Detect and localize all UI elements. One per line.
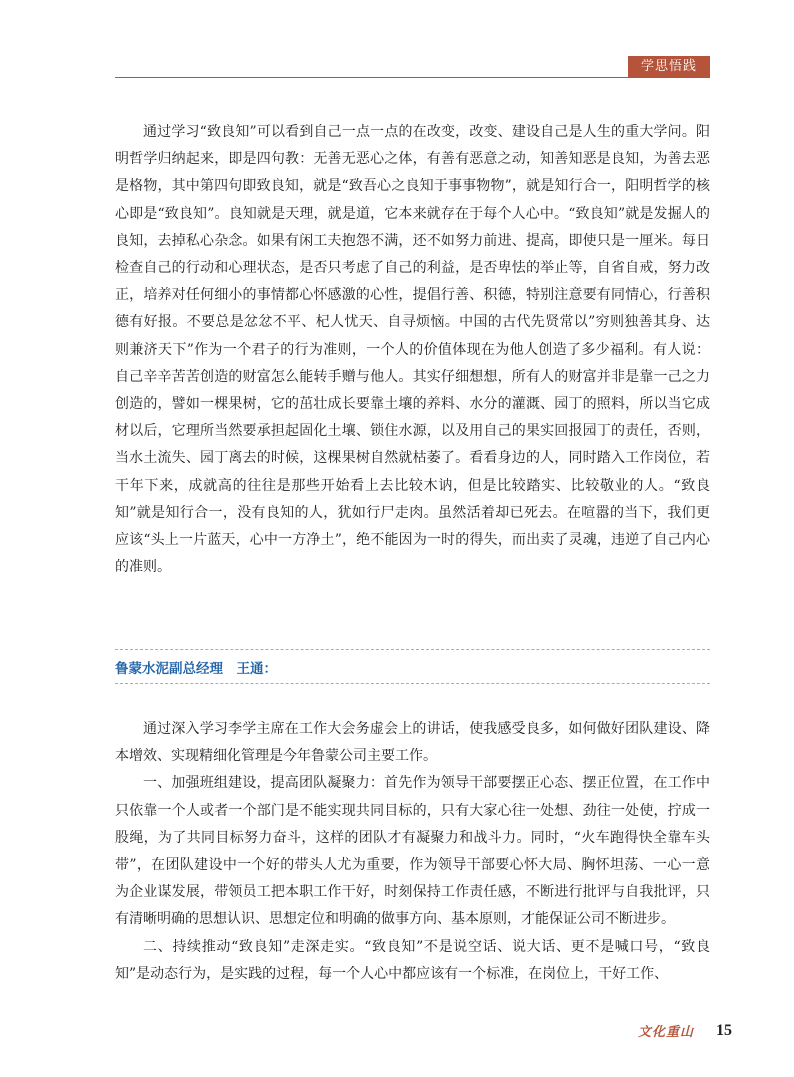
speaker-heading: 鲁蒙水泥副总经理 王通： <box>115 661 277 677</box>
paragraph: 通过深入学习李学主席在工作大会务虚会上的讲话，使我感受良多，如何做好团队建设、降本增效、实现精细化管理是今年鲁蒙公司主要工作。 <box>115 721 710 765</box>
page-number: 15 <box>716 1022 732 1039</box>
magazine-logo: 文化重山 <box>637 1025 694 1040</box>
paragraph: 通过学习“致良知”可以看到自己一点一点的在改变，改变、建设自己是人生的重大学问。阳明哲学归纳起来，即是四句教：无善无恶心之体，有善有恶意之动，知善知恶是良知，为善去恶是格物，其中第四句即致良知，就是“致吾心之良知于事事物物”，就是知行合一，阳明哲学的核心即是“致良知”。良知就是天理，就是道，它本来就存在于每个人心中。“致良知”就是发掘人的良知，去掉私心杂念。如果有闲工夫抱怨不满，还不如努力前进、提高，即使只是一厘米。每日检查自己的行动和心理状态，是否只考虑了自己的利益，是否卑怯的举止等，自省自戒，努力改正，培养对任何细小的事情都心怀感激的心性，提倡行善、积德，特别注意要有同情心，行善积德有好报。不要总是忿忿不平、杞人忧天、自寻烦恼。中国的古代先贤常以”穷则独善其身、达则兼济天下”作为一个君子的行为准则，一个人的价值体现在为他人创造了多少福利。有人说：自己辛辛苦苦创造的财富怎么能转手赠与他人。其实仔细想想，所有人的财富并非是靠一己之力创造的，譬如一棵果树，它的茁壮成长要靠土壤的养料、水分的灌溉、园丁的照料，所以当它成材以后，它理所当然要承担起固化土壤、锁住水源，以及用自己的果实回报园丁的责任，否则，当水土流失、园丁离去的时候，这棵果树自然就枯萎了。看看身边的人，同时踏入工作岗位，若干年下来，成就高的往往是那些开始看上去比较木讷，但是比较踏实、比较敬业的人。“致良知”就是知行合一，没有良知的人，犹如行尸走肉。虽然活着却已死去。在喧嚣的当下，我们更应该“头上一片蓝天，心中一方净土”，绝不能因为一时的得失，而出卖了灵魂，违逆了自己内心的准则。 <box>115 124 710 576</box>
article-body-2 <box>115 716 710 988</box>
article-body-1 <box>115 119 710 581</box>
paragraph: 一、加强班组建设，提高团队凝聚力：首先作为领导干部要摆正心态、摆正位置，在工作中只依靠一个人或者一个部门是不能实现共同目标的，只有大家心往一处想、劲往一处使，拧成一股绳，为了共同目标努力奋斗，这样的团队才有凝聚力和战斗力。同时，“火车跑得快全靠车头带”，在团队建设中一个好的带头人尤为重要，作为领导干部要心怀大局、胸怀坦荡、一心一意为企业谋发展，带领员工把本职工作干好，时刻保持工作责任感，不断进行批评与自我批评，只有清晰明确的思想认识、思想定位和明确的做事方向、基本原则，才能保证公司不断进步。 <box>115 775 710 928</box>
header-rule <box>115 77 710 78</box>
speaker-divider-bottom <box>115 683 710 684</box>
paragraph: 二、持续推动“致良知”走深走实。“致良知”不是说空话、说大话、更不是喊口号，“致良知”是动态行为，是实践的过程，每一个人心中都应该有一个标准，在岗位上，干好工作、 <box>115 938 710 982</box>
speaker-divider-top <box>115 649 710 650</box>
section-tag: 学思悟践 <box>628 56 710 78</box>
